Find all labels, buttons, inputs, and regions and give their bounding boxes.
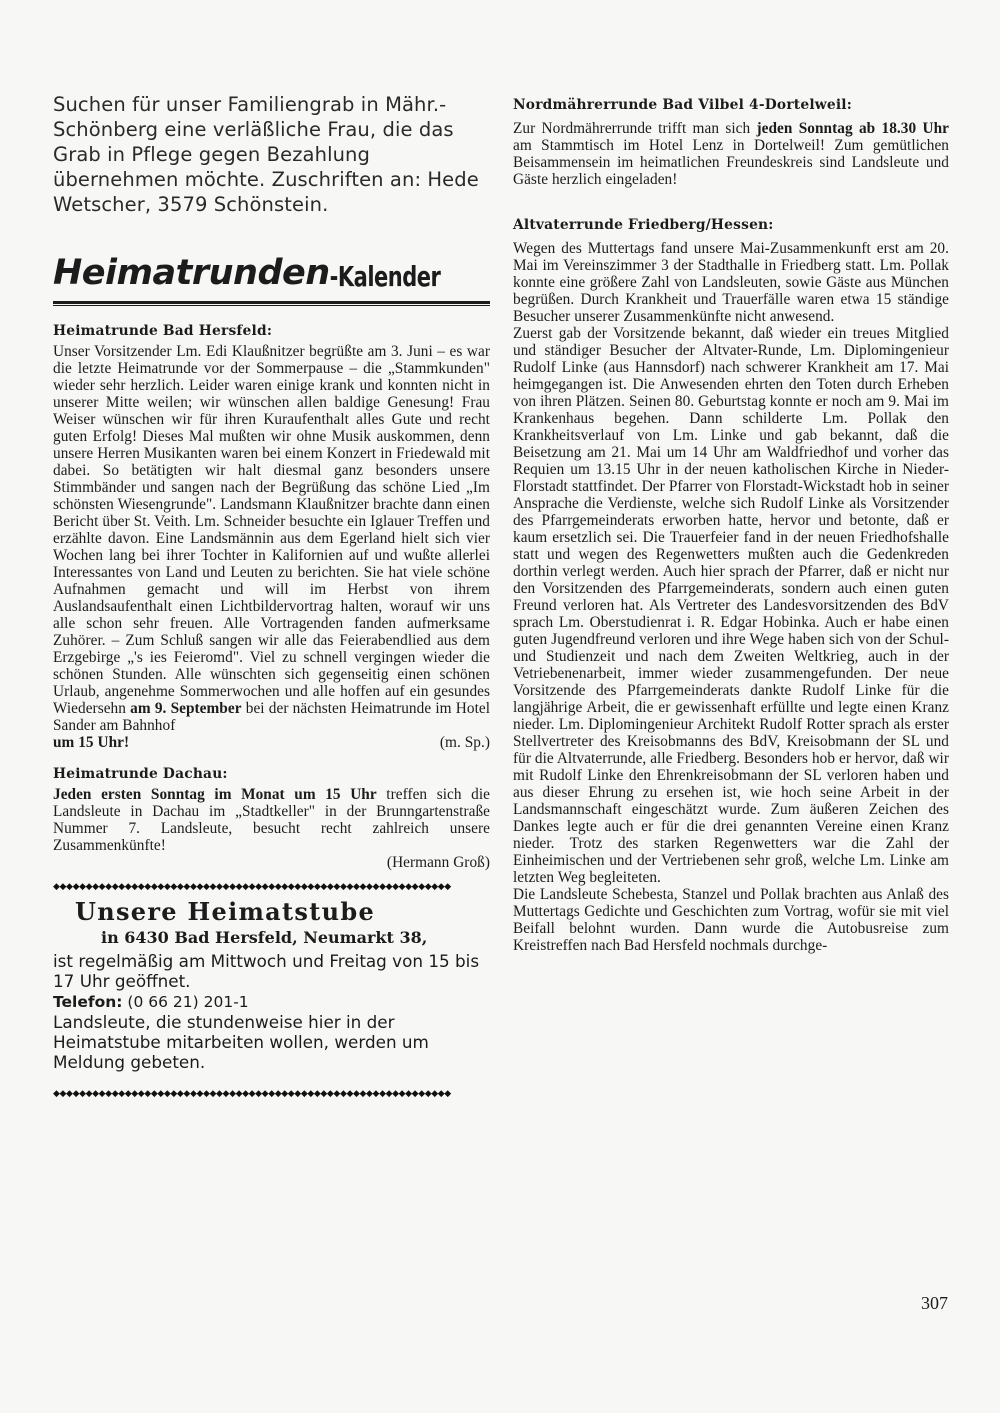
heimatstube-box (53, 881, 490, 1100)
dachau-signature: (Hermann Groß) (386, 854, 490, 871)
section-bad-vilbel (513, 96, 949, 188)
hersfeld-signature: (m. Sp.) (439, 734, 490, 751)
vilbel-heading: Nordmährerrunde Bad Vilbel 4-Dortelweil: (513, 97, 853, 113)
hersfeld-text-2: bei der nächsten Heimatrunde im Hotel Sander am Bahnhof (53, 700, 491, 734)
hersfeld-bold-time: um 15 Uhr! (53, 734, 130, 751)
friedberg-paragraph-1: Wegen des Muttertags fand unsere Mai-Zusammenkunft erst am 20. Mai im Vereinszimmer 3 der Stadthalle in Friedberg statt. Lm. Pollak konnte eine größere Zahl von Landsleuten, sowie Gäste aus München begrüßen. Durch Krankheit und Trauerfälle waren etwa 15 ständige Besucher unserer Zusammenkünfte nicht anwesend. (513, 240, 949, 325)
friedberg-paragraph-2: Zuerst gab der Vorsitzende bekannt, daß wieder ein treues Mitglied und ständiger Besucher der Altvater-Runde, Lm. Diplomingenieur Rudolf Linke (aus Hannsdorf) nach schwerer Krankheit am 17. Mai heimgegangen ist. Die Anwesenden ehrten den Toten durch Erheben von ihren Plätzen. Seinen 80. Geburtstag konnte er noch am 9. Mai im Krankenhaus begehen. Dann schilderte Lm. Pollak den Krankheitsverlauf von Lm. Linke und gab bekannt, daß die Beisetzung am 21. Mai um 14 Uhr am Waldfriedhof und vorher das Requien um 13.15 Uhr in der neuen katholischen Kirche in Nieder-Florstadt stattfindet. Der Pfarrer von Florstadt-Wickstadt hob in seiner Ansprache die Verdienste, welche sich Rudolf Linke als Vorsitzender des Pfarrgemeinderats erworben hatte, hervor und betonte, daß er kaum ersetzlich sei. Die Trauerfeier fand in der neuen Friedhofshalle statt und wegen des Regenwetters mußten auch die Gedenkreden dorthin verlegt werden. Auch hier sprach der Pfarrer, daß er nicht nur den Vorsitzenden des Pfarrgemeinderats, sondern auch einen guten Freund verloren hat. Als Vertreter des Landesvorsitzenden des BdV sprach Lm. Oberstudienrat i. R. Edgar Hobinka. Auch er habe einen guten Jugendfreund verloren und ihre Wege haben sich von der Schul- und Studienzeit und nach dem Zweiten Weltkrieg, auch in der Vetriebenenarbeit, immer wieder zusammengefunden. Der neue Vorsitzende des Pfarrgemeinderats dankte Rudolf Linke für die langjährige Arbeit, die er gewissenhaft erfüllte und legte einen Kranz nieder. Lm. Diplomingenieur Architekt Rudolf Rotter sprach als erster Stellvertreter des Kreisobmanns des BdV, Kreisobmann der SL und für die Altvaterrunde, alle Friedberg. Besonders hob er hervor, daß wir mit Rudolf Linke den Ehrenkreisobmann der SL verloren haben und aus dieser Ehrung zu ersehen ist, wie hoch seine Arbeit in der Landsmannschaft eingeschätzt wurde. Zum äußeren Zeichen des Dankes legte auch er für die drei genannten Vereine einen Kranz nieder. Trotz des starken Regenwetters war die Zahl der Einheimischen und der Vertriebenen sehr groß, welche Lm. Linke am letzten Weg begleiteten. (513, 325, 949, 886)
section-bad-hersfeld (53, 322, 490, 751)
phone-label: Telefon: (53, 993, 123, 1011)
section-friedberg (513, 216, 949, 954)
vilbel-bold: jeden Sonntag ab 18.30 Uhr (756, 120, 949, 137)
ornament-bottom: ◆◆◆◆◆◆◆◆◆◆◆◆◆◆◆◆◆◆◆◆◆◆◆◆◆◆◆◆◆◆◆◆◆◆◆◆◆◆◆◆◆◆◆◆◆◆◆◆◆◆◆◆◆◆◆◆◆◆◆◆◆ (53, 1089, 451, 1099)
friedberg-heading: Altvaterrunde Friedberg/Hessen: (513, 217, 774, 233)
dachau-text: treffen sich die Landsleute in Dachau im „Stadtkeller" in der Brunngartenstraße Nummer 7. Landsleute, besucht recht zahlreich unsere Zusammenkünfte! (53, 786, 490, 854)
heimatstube-hours: ist regelmäßig am Mittwoch und Freitag von 15 bis 17 Uhr geöffnet. (53, 951, 480, 991)
dachau-heading: Heimatrunde Dachau: (53, 766, 228, 782)
kalender-title-suffix: -Kalender (329, 261, 441, 293)
hersfeld-heading: Heimatrunde Bad Hersfeld: (53, 323, 273, 339)
section-dachau (53, 765, 490, 871)
heimatstube-address: in 6430 Bad Hersfeld, Neumarkt 38, (101, 928, 428, 947)
hersfeld-bold-date: am 9. September (130, 700, 242, 717)
dachau-body (53, 786, 490, 854)
heimatstube-title: Unsere Heimatstube (75, 897, 376, 926)
friedberg-paragraph-3: Die Landsleute Schebesta, Stanzel und Pollak brachten aus Anlaß des Muttertags Gedichte und Geschichten zum Vortrag, wofür sie mit viel Beifall belohnt wurden. Dann wurde die Autobusreise zum Kreistreffen nach Bad Hersfeld nochmals durchge- (513, 886, 949, 954)
hersfeld-last-line (53, 734, 490, 751)
vilbel-text-1: Zur Nordmährerrunde trifft man sich (513, 120, 751, 137)
vilbel-text-2: am Stammtisch im Hotel Lenz in Dortelweil! Zum gemütlichen Beisammensein im heimatlichen Freundeskreis sind Landsleute und Gäste herzlich eingeladen! (513, 137, 949, 188)
dachau-bold: Jeden ersten Sonntag im Monat um 15 Uhr (53, 786, 377, 803)
left-column (53, 92, 490, 1104)
kalender-rule (53, 301, 490, 306)
kalender-title-main: Heimatrunden (53, 253, 330, 293)
right-column (513, 96, 949, 954)
ornament-top: ◆◆◆◆◆◆◆◆◆◆◆◆◆◆◆◆◆◆◆◆◆◆◆◆◆◆◆◆◆◆◆◆◆◆◆◆◆◆◆◆◆◆◆◆◆◆◆◆◆◆◆◆◆◆◆◆◆◆◆◆◆ (53, 882, 451, 892)
heimatstube-appeal: Landsleute, die stundenweise hier in der Heimatstube mitarbeiten wollen, werden um Meldung gebeten. (53, 1012, 429, 1072)
phone-number: (0 66 21) 201-1 (127, 993, 249, 1011)
grave-care-ad: Suchen für unser Familiengrab in Mähr.-Schönberg eine verläßliche Frau, die das Grab in Pflege gegen Bezahlung übernehmen möchte. Zuschriften an: Hede Wetscher, 3579 Schönstein. (53, 93, 479, 216)
kalender-title (53, 253, 490, 297)
vilbel-body (513, 120, 949, 188)
page-number: 307 (921, 1293, 948, 1313)
hersfeld-text-1: Unser Vorsitzender Lm. Edi Klaußnitzer begrüßte am 3. Juni – es war die letzte Heimatrunde vor der Sommerpause – die „Stammkunden" wieder sehr herzlich. Leider waren einige krank und konnten nicht in unserer Mitte weilen; wir wünschen allen baldige Genesung! Frau Weiser wünschen wir für ihren Kuraufenthalt alles Gute und recht guten Erfolg! Dieses Mal mußten wir ohne Musik auskommen, denn unsere Herren Musikanten waren bei einem Konzert in Friedewald mit dabei. So betätigten wir halt diesmal ganz besonders unsere Stimmbänder und sangen nach der Begrüßung das schöne Lied „Im schönsten Wiesengrunde". Landsmann Klaußnitzer brachte dann einen Bericht über St. Veith. Lm. Schneider besuchte ein Iglauer Treffen und erzählte davon. Eine Landsmännin aus dem Egerland hielt sich vier Wochen lang bei ihrer Tochter in Kalifornien auf und wußte allerlei Interessantes von Land und Leuten zu berichten. Sie hat viele schöne Aufnahmen gemacht und will im Herbst von ihrem Auslandsaufenthalt einen Lichtbildervortrag halten, worauf wir uns alle schon sehr freuen. Alle Vortragenden fanden aufmerksame Zuhörer. – Zum Schluß sangen wir alle das Feierabendlied aus dem Erzgebirge „'s ies Feieromd". Viel zu schnell vergingen wieder die schönen Stunden. Alle wünschten sich gegenseitig einen schönen Urlaub, angenehme Sommerwochen und alle hoffen auf ein gesundes Wiedersehn (53, 343, 490, 717)
heimatstube-phone (53, 993, 490, 1012)
hersfeld-body (53, 343, 490, 734)
